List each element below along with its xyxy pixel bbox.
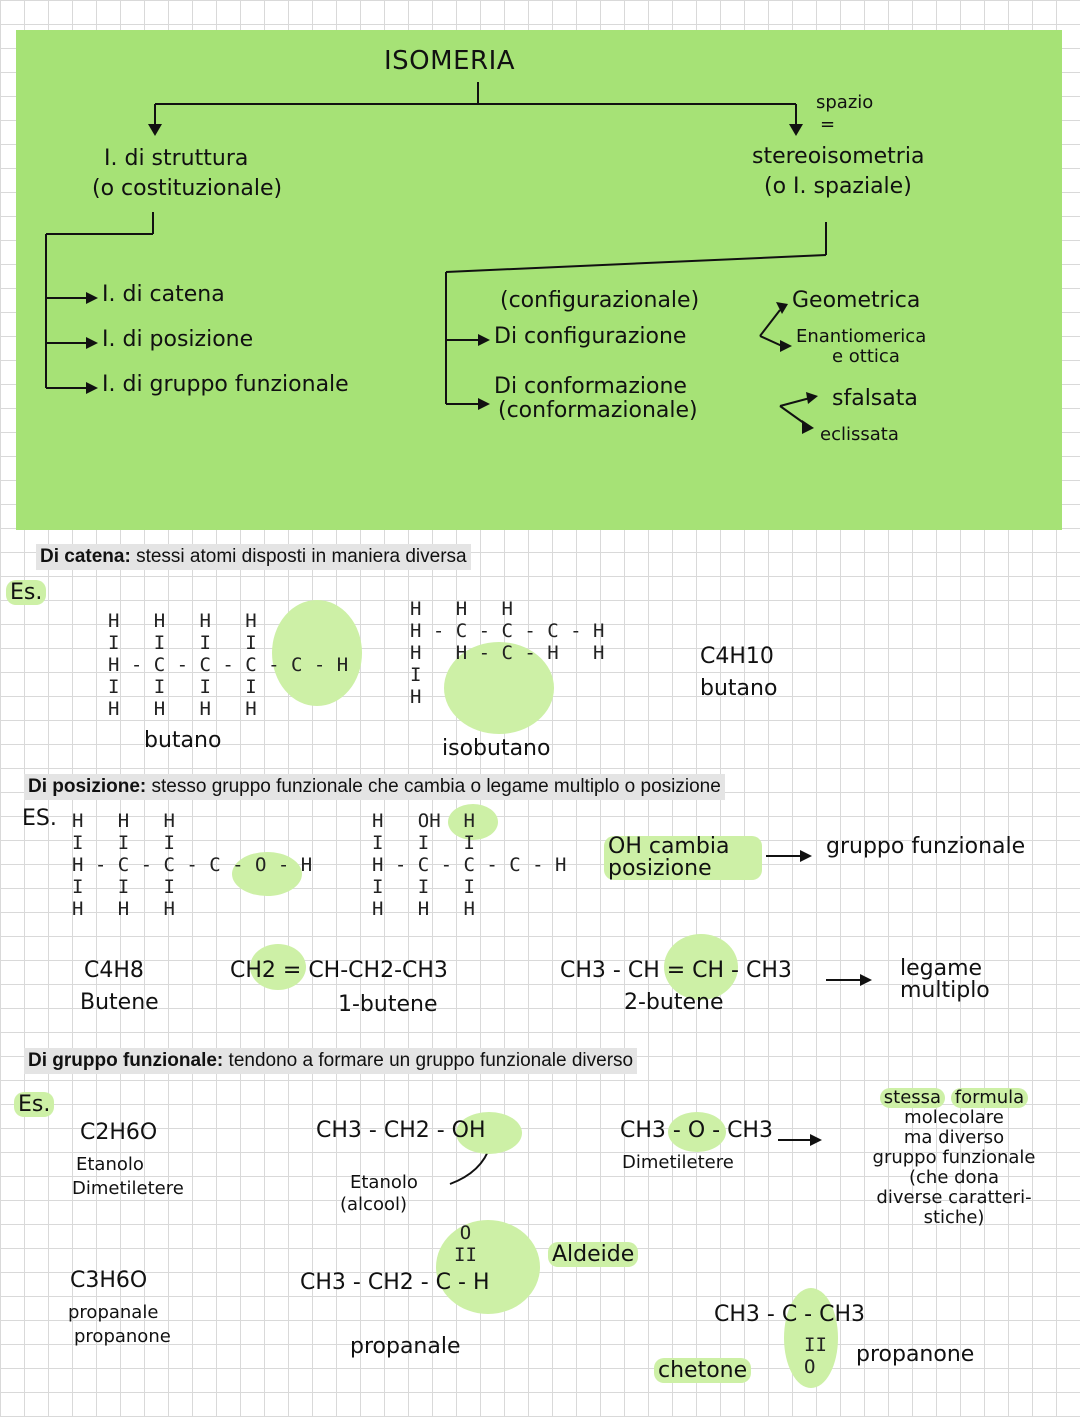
propanale-label: propanale bbox=[350, 1334, 461, 1359]
c3h6o-name-propanone: propanone bbox=[74, 1326, 171, 1347]
propanone-carbonyl: II O bbox=[804, 1334, 827, 1378]
one-butene-formula: CH2 = CH-CH2-CH3 bbox=[230, 958, 448, 983]
spatial-note: spazio bbox=[816, 92, 874, 113]
chetone-label: chetone bbox=[654, 1358, 751, 1383]
multiple-bond-label: legame multiplo bbox=[900, 956, 990, 1003]
diagram-title: ISOMERIA bbox=[384, 46, 516, 76]
position-isomerism-item: I. di posizione bbox=[102, 327, 254, 352]
butano-formula: C4H10 bbox=[700, 644, 774, 669]
butano-structure: H H H H I I I I H - C - C - C - C - H I I I I H H H H bbox=[108, 610, 349, 720]
functional-group-label: gruppo funzionale bbox=[826, 834, 1026, 859]
c3h6o-name-propanale: propanale bbox=[68, 1302, 159, 1323]
one-butene-label: 1-butene bbox=[338, 992, 438, 1017]
c3h6o-formula: C3H6O bbox=[70, 1268, 148, 1293]
c2h6o-name-dimetiletere: Dimetiletere bbox=[72, 1178, 184, 1199]
aldeide-label: Aldeide bbox=[548, 1242, 638, 1267]
two-butene-formula: CH3 - CH = CH - CH3 bbox=[560, 958, 792, 983]
c2h6o-name-etanolo: Etanolo bbox=[76, 1154, 144, 1175]
functional-note: stessa formula molecolare ma diverso gruppo funzionale (che dona diverse caratteri- stiche) bbox=[872, 1087, 1036, 1228]
configurational-note: (configurazionale) bbox=[500, 288, 700, 313]
butano-label: butano bbox=[144, 728, 222, 753]
etanolo-structure: CH3 - CH2 - OH bbox=[316, 1118, 486, 1143]
structural-isomerism-subtitle: (o costituzionale) bbox=[92, 176, 283, 201]
structural-isomerism-title: I. di struttura bbox=[104, 146, 249, 171]
butano-formula-label: butano bbox=[700, 676, 778, 701]
propanale-structure: CH3 - CH2 - C - H bbox=[300, 1270, 490, 1295]
staggered-type: sfalsata bbox=[832, 386, 918, 411]
chain-isomerism-item: I. di catena bbox=[102, 282, 225, 307]
oh-position-note: OH cambia posizione bbox=[604, 836, 762, 880]
isobutano-structure: H H H H - C - C - C - H H H - C - H H I H bbox=[410, 598, 605, 708]
stereoisomerism-subtitle: (o I. spaziale) bbox=[764, 174, 912, 199]
geometric-type: Geometrica bbox=[792, 288, 921, 313]
etanolo-label: Etanolo bbox=[350, 1172, 418, 1193]
propanol-2-structure: H OH H I I I H - C - C - C - H I I I H H H bbox=[372, 810, 567, 920]
aldehyde-highlight bbox=[436, 1220, 540, 1314]
propanone-structure: CH3 - C - CH3 bbox=[714, 1302, 866, 1327]
stereoisomerism-title: stereoisometria bbox=[752, 144, 925, 169]
configuration-label: Di configurazione bbox=[494, 324, 687, 349]
chain-heading: Di catena: stessi atomi disposti in maniera diversa bbox=[36, 544, 471, 570]
enantiomeric-type: Enantiomerica bbox=[796, 326, 927, 347]
chain-example-label: Es. bbox=[6, 580, 46, 605]
eclipsed-type: eclissata bbox=[820, 424, 899, 445]
conformation-label: Di conformazione bbox=[494, 374, 687, 399]
optical-type: e ottica bbox=[832, 346, 900, 367]
two-butene-label: 2-butene bbox=[624, 990, 724, 1015]
isobutano-label: isobutano bbox=[442, 736, 551, 761]
functional-example-label: Es. bbox=[14, 1092, 54, 1117]
etanolo-alcool-label: (alcool) bbox=[340, 1194, 407, 1215]
conformational-note: (conformazionale) bbox=[498, 398, 698, 423]
butene-label: Butene bbox=[80, 990, 159, 1015]
functional-heading: Di gruppo funzionale: tendono a formare un gruppo funzionale diverso bbox=[24, 1048, 637, 1074]
propanol-1-structure: H H H I I I H - C - C - C - O - H I I I H H H bbox=[72, 810, 313, 920]
dimetiletere-label: Dimetiletere bbox=[622, 1152, 734, 1173]
spatial-equals: = bbox=[820, 114, 836, 135]
propanale-carbonyl: O II bbox=[454, 1222, 477, 1266]
position-heading: Di posizione: stesso gruppo funzionale che cambia o legame multiplo o posizione bbox=[24, 774, 725, 800]
c2h6o-formula: C2H6O bbox=[80, 1120, 158, 1145]
dimetiletere-structure: CH3 - O - CH3 bbox=[620, 1118, 773, 1143]
functional-group-isomerism-item: I. di gruppo funzionale bbox=[102, 372, 349, 397]
position-example-label: ES. bbox=[22, 806, 57, 831]
propanone-label: propanone bbox=[856, 1342, 975, 1367]
butene-formula: C4H8 bbox=[84, 958, 144, 983]
